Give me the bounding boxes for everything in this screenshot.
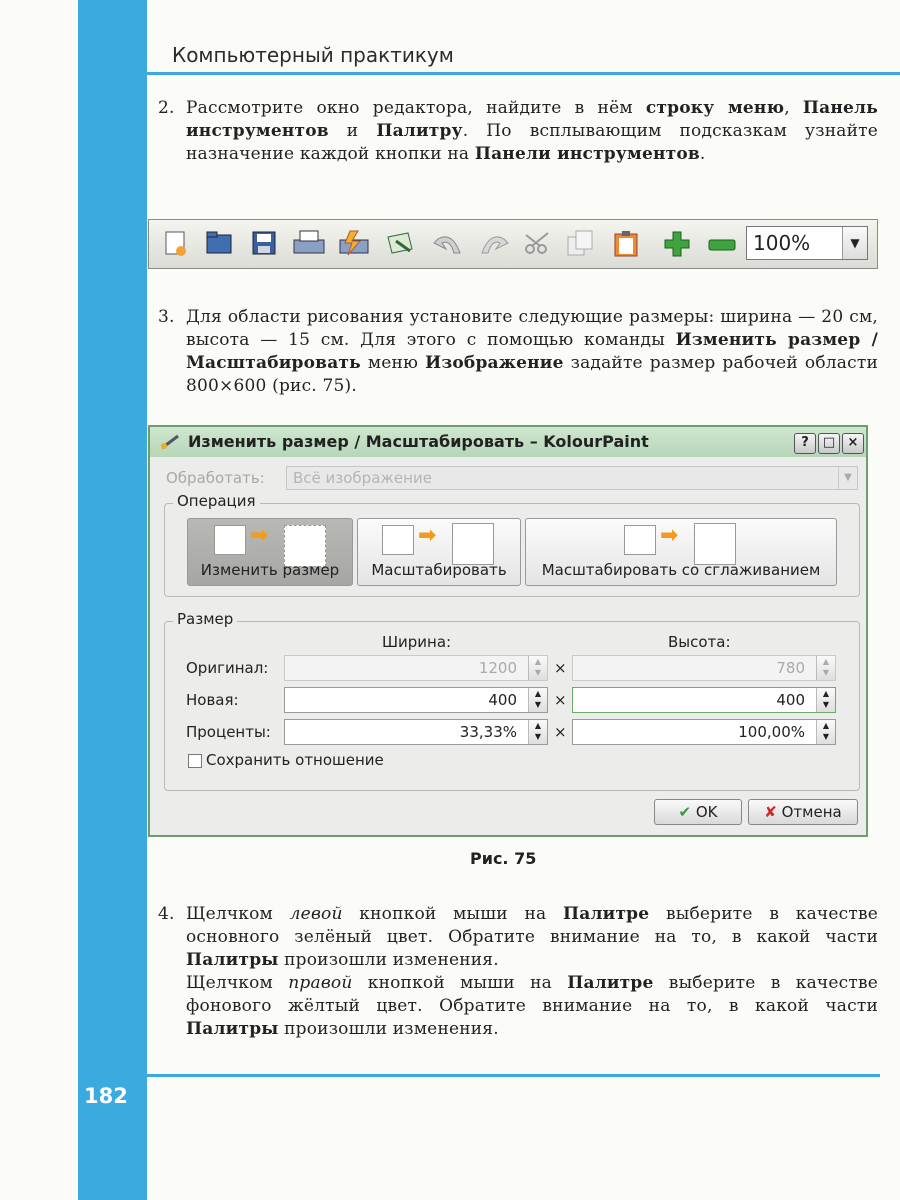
spin-arrows-icon[interactable]: ▲ ▼	[816, 688, 835, 712]
spin-arrows-icon[interactable]: ▲ ▼	[528, 688, 547, 712]
original-width-value: 1200	[478, 659, 517, 677]
task-number: 4.	[158, 904, 175, 924]
zoom-combobox[interactable]	[746, 226, 868, 260]
resize-button[interactable]	[187, 518, 353, 586]
new-width-field[interactable]	[284, 687, 548, 713]
task-3	[158, 306, 878, 398]
new-height-value: 400	[776, 691, 805, 709]
times-sign: ×	[554, 691, 567, 709]
chevron-down-icon[interactable]: ▼	[842, 227, 867, 259]
task-number: 2.	[158, 98, 175, 118]
times-sign: ×	[554, 723, 567, 741]
process-select[interactable]	[286, 466, 858, 490]
bold-term: Палитре	[567, 973, 654, 993]
original-label: Оригинал:	[186, 659, 269, 677]
dialog-title: Изменить размер / Масштабировать – KolourPaint	[188, 432, 649, 451]
open-icon[interactable]	[207, 232, 231, 253]
text-run: ,	[784, 98, 803, 118]
ok-label: OK	[695, 803, 718, 821]
text-run: меню	[360, 353, 426, 373]
new-label: Новая:	[186, 691, 239, 709]
cancel-label: Отмена	[781, 803, 842, 821]
text-run: Для области рисования установите следующие размеры: ширина — 20 см, высота — 15 см. Для этого с помощью команды	[186, 307, 878, 350]
dialog-titlebar	[150, 427, 866, 457]
italic-term: левой	[289, 904, 343, 924]
bold-term: Изображение	[425, 353, 564, 373]
source-image-icon	[624, 525, 656, 555]
footer-line	[147, 1074, 880, 1077]
toolbar-icons	[148, 219, 748, 269]
text-run: .	[699, 144, 706, 164]
zoom-out-icon[interactable]	[709, 240, 735, 250]
ok-button[interactable]	[654, 799, 742, 825]
page-number: 182	[84, 1084, 128, 1108]
task-text	[186, 97, 878, 166]
maximize-button[interactable]: □	[818, 433, 840, 454]
percent-height-value: 100,00%	[738, 723, 805, 741]
resize-label: Изменить размер	[200, 561, 340, 579]
new-width-value: 400	[488, 691, 517, 709]
percent-width-field[interactable]	[284, 719, 548, 745]
bold-term: Палитры	[186, 1019, 279, 1039]
original-height-field	[572, 655, 836, 681]
zoom-value: 100%	[753, 231, 811, 255]
bold-term: Панели инструментов	[474, 144, 700, 164]
operation-group	[164, 492, 860, 597]
text-run: Рассмотрите окно редактора, найдите в нём	[186, 98, 646, 118]
process-label: Обработать:	[166, 469, 265, 487]
check-icon: ✔	[678, 803, 692, 821]
source-image-icon	[382, 525, 414, 555]
copy-icon[interactable]	[568, 231, 592, 255]
kolourpaint-icon	[160, 434, 180, 450]
send-icon[interactable]	[388, 233, 412, 253]
keep-ratio-checkbox[interactable]	[188, 754, 202, 768]
result-image-icon	[452, 523, 494, 565]
spin-arrows-icon: ▲ ▼	[528, 656, 547, 680]
paste-icon[interactable]	[615, 231, 637, 256]
times-sign: ×	[554, 659, 567, 677]
resize-scale-dialog	[148, 425, 868, 837]
scale-label: Масштабировать	[371, 561, 507, 579]
undo-icon[interactable]	[434, 237, 460, 253]
original-width-field	[284, 655, 548, 681]
close-button[interactable]: ×	[842, 433, 864, 454]
text-run: и	[328, 121, 377, 141]
process-value: Всё изображение	[293, 469, 432, 487]
bold-term: Панель инструментов	[186, 98, 878, 141]
new-icon[interactable]	[166, 232, 186, 256]
arrow-right-icon: ➡	[250, 523, 269, 548]
size-group-title: Размер	[173, 610, 237, 628]
operation-group-title: Операция	[173, 492, 260, 510]
spin-arrows-icon[interactable]: ▲ ▼	[528, 720, 547, 744]
keep-ratio-label: Сохранить отношение	[206, 751, 384, 769]
cancel-button[interactable]	[748, 799, 858, 825]
spin-arrows-icon[interactable]: ▲ ▼	[816, 720, 835, 744]
spin-arrows-icon: ▲ ▼	[816, 656, 835, 680]
smooth-scale-button[interactable]	[525, 518, 837, 586]
task-4	[158, 903, 878, 1041]
task-text	[186, 903, 878, 972]
cut-icon[interactable]	[526, 233, 548, 253]
original-height-value: 780	[776, 659, 805, 677]
print-preview-icon[interactable]	[340, 231, 368, 255]
chevron-down-icon: ▼	[838, 467, 857, 489]
task-2	[158, 97, 878, 166]
cancel-icon: ✘	[764, 803, 777, 821]
text-run: Щелчком	[186, 904, 290, 924]
italic-term: правой	[288, 973, 353, 993]
bold-term: Палитре	[562, 904, 650, 924]
task-number: 3.	[158, 307, 175, 327]
new-height-field[interactable]	[572, 687, 836, 713]
task-text	[186, 306, 878, 398]
text-run: выберите в качестве фонового жёлтый цвет. Обратите внимание на то, в какой части	[186, 973, 878, 1016]
text-run: кнопкой мыши на	[342, 904, 563, 924]
percent-label: Проценты:	[186, 723, 271, 741]
text-run: произошли изменения.	[278, 950, 499, 970]
task-text-continued	[186, 972, 878, 1041]
redo-icon[interactable]	[482, 237, 508, 253]
result-image-icon	[694, 523, 736, 565]
help-button[interactable]: ?	[794, 433, 816, 454]
bold-term: Палитру	[376, 121, 463, 141]
height-header: Высота:	[668, 633, 731, 651]
bold-term: строку меню	[645, 98, 785, 118]
source-image-icon	[214, 525, 246, 555]
percent-height-field[interactable]	[572, 719, 836, 745]
text-run: . По всплывающим подсказкам узнайте назначение каждой кнопки на	[186, 121, 878, 164]
scale-button[interactable]	[357, 518, 521, 586]
arrow-right-icon: ➡	[418, 523, 437, 548]
width-header: Ширина:	[382, 633, 452, 651]
percent-width-value: 33,33%	[459, 723, 517, 741]
figure-caption: Рис. 75	[470, 849, 537, 868]
page-header-title: Компьютерный практикум	[172, 43, 454, 67]
left-margin-strip	[78, 0, 147, 1200]
smooth-scale-label: Масштабировать со сглаживанием	[541, 561, 821, 579]
arrow-right-icon: ➡	[660, 523, 679, 548]
bold-term: Изменить размер / Масштабировать	[186, 330, 878, 373]
text-run: Щелчком	[186, 973, 289, 993]
print-icon[interactable]	[294, 231, 324, 253]
text-run: произошли изменения.	[278, 1019, 499, 1039]
text-run: задайте размер рабочей области 800×600 (рис. 75).	[186, 353, 878, 396]
zoom-in-icon[interactable]	[665, 232, 689, 256]
save-icon[interactable]	[253, 232, 275, 254]
text-run: кнопкой мыши на	[352, 973, 568, 993]
bold-term: Палитры	[186, 950, 279, 970]
text-run: выберите в качестве основного зелёный цвет. Обратите внимание на то, в какой части	[186, 904, 878, 947]
